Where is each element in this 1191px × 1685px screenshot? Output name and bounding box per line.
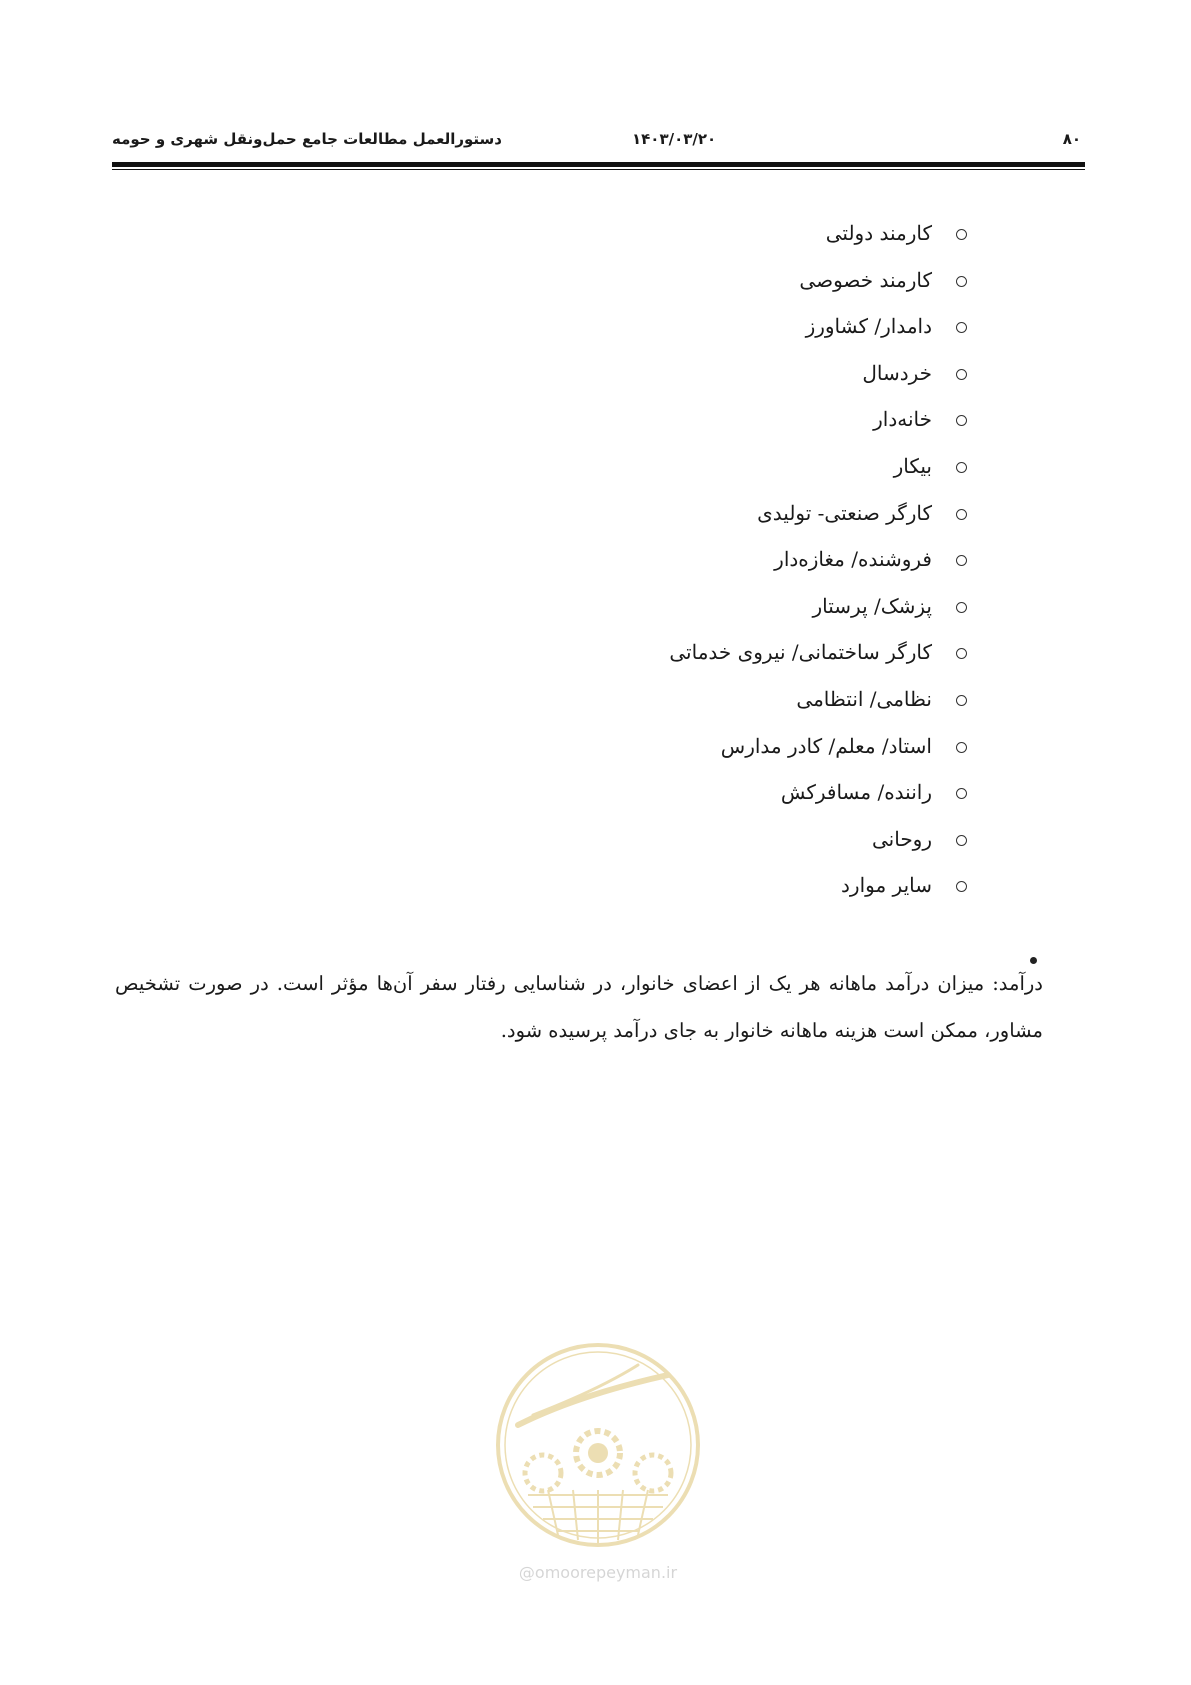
list-item [669,216,967,263]
circle-bullet-icon [956,788,967,799]
list-item [669,822,967,869]
circle-bullet-icon [956,835,967,846]
circle-bullet-icon [956,462,967,473]
list-item [669,449,967,496]
list-item [669,309,967,356]
list-item-label: خانه‌دار [873,407,932,432]
circle-bullet-icon [956,602,967,613]
list-item [669,775,967,822]
list-item-label: روحانی [871,826,932,851]
list-item [669,496,967,543]
list-item-label: استاد/ معلم/ کادر مدارس [720,733,932,758]
circle-bullet-icon [956,415,967,426]
page-number: ۸۰ [1062,130,1081,148]
list-item-label: نظامی/ انتظامی [796,686,932,711]
list-item [669,635,967,682]
list-item-label: کارگر ساختمانی/ نیروی خدماتی [669,640,932,665]
list-item-label: فروشنده/ مغازه‌دار [774,547,932,572]
occupation-list [669,216,967,915]
circle-bullet-icon [956,369,967,380]
list-item [669,589,967,636]
circle-bullet-icon [956,695,967,706]
list-item-label: کارگر صنعتی- تولیدی [757,500,932,525]
list-item-label: بیکار [893,453,932,478]
list-item-label: کارمند دولتی [825,221,932,245]
watermark-site: @omoorepeyman.ir [518,1563,678,1582]
list-item [669,682,967,729]
circle-bullet-icon [956,881,967,892]
list-item-label: پزشک/ پرستار [812,593,932,618]
header-rule-thick [112,162,1085,167]
list-item [669,356,967,403]
list-item-label: دامدار/ کشاورز [805,314,932,339]
header-rule-thin [112,169,1085,170]
circle-bullet-icon [956,229,967,240]
list-item-label: خردسال [862,360,932,385]
list-item [669,542,967,589]
circle-bullet-icon [956,648,967,659]
list-item [669,868,967,915]
page-header [112,126,1085,156]
watermark-logo [488,1335,708,1595]
list-item-label: کارمند خصوصی [799,267,932,292]
list-item-label: سایر موارد [841,873,932,898]
document-title: دستورالعمل مطالعات جامع حمل‌ونقل شهری و حومه [112,130,502,148]
document-date: ۱۴۰۳/۰۳/۲۰ [632,130,717,148]
circle-bullet-icon [956,555,967,566]
list-item [669,263,967,310]
watermark-emblem-icon [488,1335,708,1560]
circle-bullet-icon [956,742,967,753]
list-item [669,402,967,449]
circle-bullet-icon [956,322,967,333]
income-paragraph: درآمد: میزان درآمد ماهانه هر یک از اعضای خانوار، در شناسایی رفتار سفر آن‌ها مؤثر است. در صورت تشخیص مشاور، ممکن است هزینه ماهانه خانوار به جای درآمد پرسیده شود. [115,971,1043,1042]
circle-bullet-icon [956,509,967,520]
circle-bullet-icon [956,276,967,287]
list-item-label: راننده/ مسافرکش [780,780,932,805]
list-item [669,729,967,776]
